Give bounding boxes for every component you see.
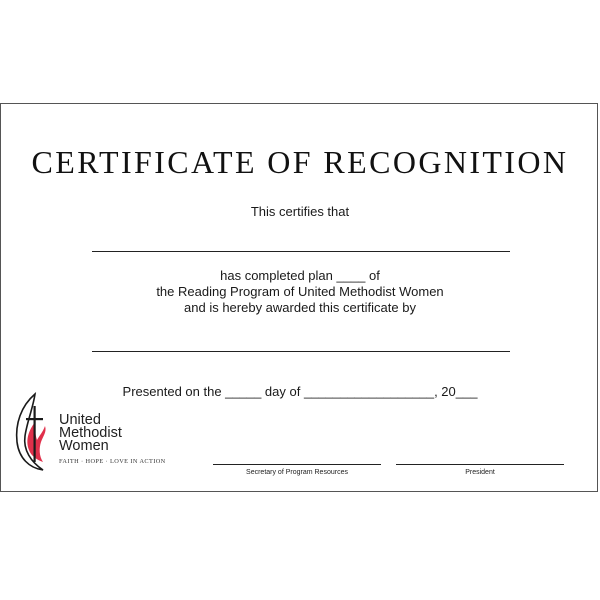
president-signature-line	[396, 464, 564, 465]
certifies-text: This certifies that	[250, 204, 350, 219]
president-label: President	[465, 469, 495, 476]
logo-name	[59, 414, 122, 453]
body-line-3: and is hereby awarded this certificate by	[184, 300, 416, 315]
certificate	[0, 103, 598, 492]
secretary-label: Secretary of Program Resources	[246, 469, 348, 476]
body-line-1: has completed plan ____ of	[220, 268, 380, 283]
logo-tagline: FAITH · HOPE · LOVE IN ACTION	[59, 458, 166, 465]
secretary-signature-line	[213, 464, 381, 465]
logo-name-line-2: Methodist	[59, 425, 122, 441]
awarder-line	[92, 351, 510, 352]
logo-name-line-3: Women	[59, 438, 109, 454]
flame-cross-icon	[13, 392, 57, 472]
certificate-title: CERTIFICATE OF RECOGNITION	[31, 144, 569, 180]
united-methodist-women-logo	[13, 392, 193, 472]
body-line-2: the Reading Program of United Methodist Women	[156, 284, 444, 299]
logo-name-line-1: United	[59, 412, 101, 428]
recipient-name-line	[92, 251, 510, 252]
presented-text: Presented on the _____ day of __________________, 20___	[122, 384, 478, 399]
